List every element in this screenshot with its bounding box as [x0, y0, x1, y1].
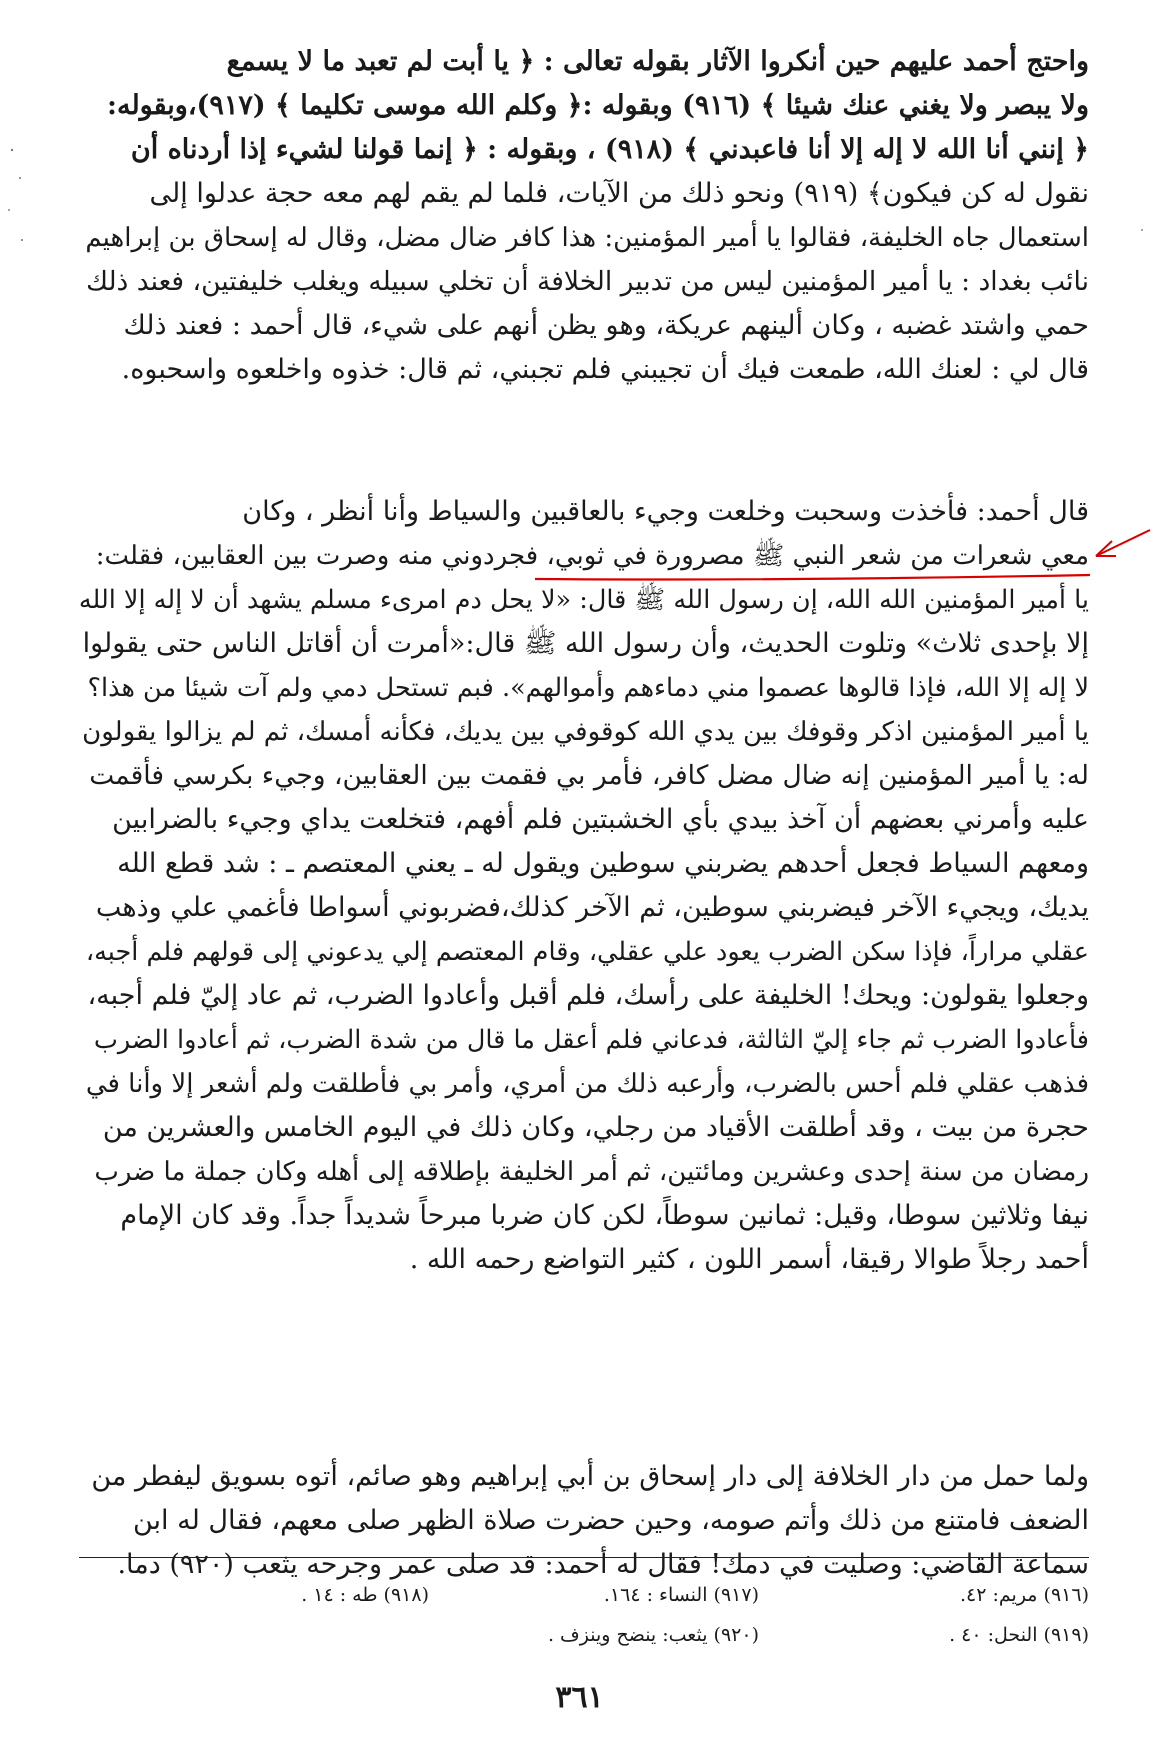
text-line: يديك، ويجيء الآخر فيضربني سوطين، ثم الآخر كذلك،فضربوني أسواطا فأغمي علي وذهب	[95, 892, 1089, 923]
text-line: ومعهم السياط فجعل أحدهم يضربني سوطين ويقول له ـ يعني المعتصم ـ : شد قطع الله	[117, 848, 1089, 879]
scan-speck	[11, 149, 13, 151]
text-line: إلا بإحدى ثلاث» وتلوت الحديث، وأن رسول الله ﷺ قال:«أمرت أن أقاتل الناس حتى يقولوا	[82, 628, 1089, 659]
highlighted-text-line: معي شعرات من شعر النبي ﷺ مصرورة في ثوبي، فجردوني منه وصرت بين العقابين، فقلت:	[95, 541, 1089, 571]
text-line: وجعلوا يقولون: ويحك! الخليفة على رأسك، فلم أقبل وأعادوا الضرب، ثم عاد إليّ فلم أجبه،	[87, 980, 1089, 1011]
text-line: استعمال جاه الخليفة، فقالوا يا أمير المؤمنين: هذا كافر ضال مضل، وقال له إسحاق بن إبراهيم	[85, 223, 1089, 253]
scan-speck	[21, 239, 23, 241]
footnote: (٩٢٠) يثعب: ينضح وينزف .	[547, 1624, 759, 1646]
text-line: حجرة من بيت ، وقد أطلقت الأقياد من رجلي، وكان ذلك في اليوم الخامس والعشرين من	[102, 1112, 1089, 1143]
text-line: نيفا وثلاثين سوطا، وقيل: ثمانين سوطاً، لكن كان ضربا مبرحاً شديداً جداً. وقد كان الإمام	[120, 1200, 1089, 1231]
text-line: ولما حمل من دار الخلافة إلى دار إسحاق بن أبي إبراهيم وهو صائم، أتوه بسويق ليفطر من	[91, 1461, 1089, 1492]
footnote: (٩١٩) النحل: ٤٠ .	[949, 1624, 1089, 1646]
text-line: ﴿ إنني أنا الله لا إله إلا أنا فاعبدني ﴾ (٩١٨) ، وبقوله : ﴿ إنما قولنا لشيء إذا أردناه أن	[130, 134, 1089, 165]
text-line: عقلي مراراً، فإذا سكن الضرب يعود علي عقلي، وقام المعتصم إلي يدعوني إلى قولهم فلم أجبه،	[85, 937, 1089, 967]
text-line: له: يا أمير المؤمنين إنه ضال مضل كافر، فأمر بي فقمت بين العقابين، وجيء بكرسي فأقمت	[89, 760, 1089, 791]
footnotes	[79, 1575, 1089, 1655]
text-line: يا أمير المؤمنين اذكر وقوفك بين يدي الله كوقوفي بين يديك، فكأنه أمسك، ثم لم يزالوا يقولون	[82, 717, 1089, 747]
footnote-row	[79, 1615, 1089, 1655]
text-line: واحتج أحمد عليهم حين أنكروا الآثار بقوله تعالى : ﴿ يا أبت لم تعبد ما لا يسمع	[226, 46, 1089, 77]
text-line: ولا يبصر ولا يغني عنك شيئا ﴾ (٩١٦) وبقوله :﴿ وكلم الله موسى تكليما ﴾ (٩١٧)،وبقوله:	[107, 90, 1089, 121]
scan-speck	[19, 177, 21, 179]
footnote-divider	[79, 1557, 1089, 1558]
text-line: عليه وأمرني بعضهم أن آخذ بيدي بأي الخشبتين فلم أفهم، فتخلعت يداي وجيء بالضرابين	[112, 804, 1089, 835]
red-arrow-shaft	[1096, 530, 1150, 556]
text-line: فذهب عقلي فلم أحس بالضرب، وأرعبه ذلك من أمري، وأمر بي فأطلقت ولم أشعر إلا وأنا في	[85, 1069, 1089, 1099]
scan-speck	[8, 209, 10, 211]
text-line: نقول له كن فيكون﴾ (٩١٩) ونحو ذلك من الآيات، فلما لم يقم لهم معه حجة عدلوا إلى	[149, 178, 1089, 209]
scan-speck	[1141, 229, 1143, 231]
text-line: فأعادوا الضرب ثم جاء إليّ الثالثة، فدعاني فلم أعقل ما قال من شدة الضرب، ثم أعادوا الضرب	[93, 1025, 1089, 1055]
footnote: (٩١٧) النساء : ١٦٤.	[603, 1584, 759, 1606]
text-line: الضعف فامتنع من ذلك وأتم صومه، وحين حضرت صلاة الظهر صلى معهم، فقال له ابن	[132, 1505, 1089, 1536]
red-underline	[535, 575, 1090, 580]
text-line: رمضان من سنة إحدى وعشرين ومائتين، ثم أمر الخليفة بإطلاقه إلى أهله وكان جملة ما ضرب	[94, 1157, 1089, 1187]
footnote: (٩١٦) مريم: ٤٢.	[959, 1584, 1089, 1606]
text-line: نائب بغداد : يا أمير المؤمنين ليس من تدبير الخلافة أن تخلي سبيله ويغلب خليفتين، فعند ذلك	[86, 266, 1089, 297]
footnote: (٩١٨) طه : ١٤ .	[301, 1584, 429, 1606]
text-line: لا إله إلا الله، فإذا قالوها عصموا مني دماءهم وأموالهم». فبم تستحل دمي ولم آت شيئا من هذا؟	[87, 673, 1089, 703]
text-line: حمي واشتد غضبه ، وكان ألينهم عريكة، وهو يظن أنهم على شيء، قال أحمد : فعند ذلك	[123, 310, 1089, 341]
text-line: أحمد رجلاً طوالا رقيقا، أسمر اللون ، كثير التواضع رحمه الله .	[409, 1244, 1089, 1275]
page-number: ٣٦١	[555, 1680, 604, 1715]
text-line: قال لي : لعنك الله، طمعت فيك أن تجيبني فلم تجبني، ثم قال: خذوه واخلعوه واسحبوه.	[121, 354, 1089, 385]
text-line: سماعة القاضي: وصليت في دمك! فقال له أحمد: قد صلى عمر وجرحه يثعب (٩٢٠) دما.	[117, 1549, 1089, 1580]
footnote-row	[79, 1575, 1089, 1615]
text-line: يا أمير المؤمنين الله الله، إن رسول الله ﷺ قال: «لا يحل دم امرىء مسلم يشهد أن لا إله إلا الله	[79, 585, 1089, 615]
text-line: قال أحمد: فأخذت وسحبت وخلعت وجيء بالعاقبين والسياط وأنا أنظر ، وكان	[242, 496, 1089, 527]
